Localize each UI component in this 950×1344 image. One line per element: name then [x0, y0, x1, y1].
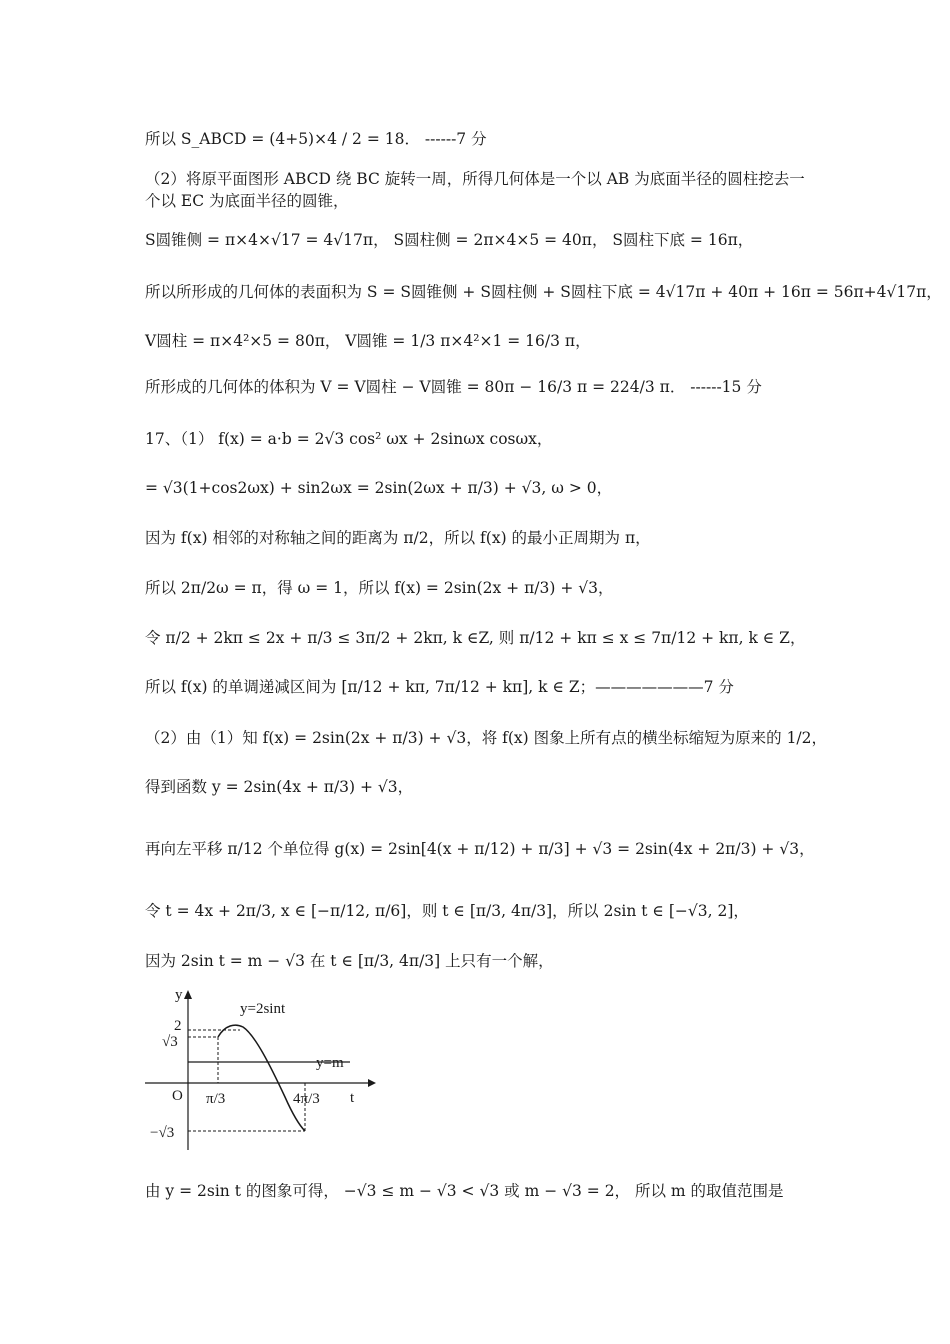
text-line-2: （2）将原平面图形 ABCD 绕 BC 旋转一周，所得几何体是一个以 AB 为底面半径的圆柱挖去一个以 EC 为底面半径的圆锥， — [145, 170, 805, 210]
text-line-5: V圆柱 = π×4²×5 = 80π， V圆锥 = 1/3 π×4²×1 = 16/3 π， — [145, 332, 591, 350]
text-line-13: （2）由（1）知 f(x) = 2sin(2x + π/3) + √3，将 f(x) 图象上所有点的横坐标缩短为原来的 1/2， — [145, 729, 828, 747]
origin-label: O — [172, 1088, 183, 1104]
y-tick-sqrt3: √3 — [162, 1034, 178, 1050]
text-line-7: 17、（1） f(x) = a·b = 2√3 cos² ωx + 2sinωx cosωx， — [145, 430, 553, 448]
text-line-15: 再向左平移 π/12 个单位得 g(x) = 2sin[4(x + π/12) + π/3] + √3 = 2sin(4x + 2π/3) + √3， — [145, 840, 815, 858]
text-line-9: 因为 f(x) 相邻的对称轴之间的距离为 π/2，所以 f(x) 的最小正周期为 π， — [145, 529, 651, 547]
text-line-4: 所以所形成的几何体的表面积为 S = S圆锥侧 + S圆柱侧 + S圆柱下底 = 4√17π + 40π + 16π = 56π+4√17π， — [145, 283, 942, 301]
text-line-8: = √3(1+cos2ωx) + sin2ωx = 2sin(2ωx + π/3) + √3, ω > 0， — [145, 479, 613, 497]
y-axis-label: y — [175, 987, 183, 1003]
text-line-14: 得到函数 y = 2sin(4x + π/3) + √3， — [145, 778, 414, 796]
t-tick-4pi3: 4π/3 — [293, 1091, 320, 1107]
y-tick-2: 2 — [174, 1018, 182, 1034]
line-m-label: y=m — [316, 1055, 344, 1071]
text-line-3: S圆锥侧 = π×4×√17 = 4√17π， S圆柱侧 = 2π×4×5 = 40π， S圆柱下底 = 16π， — [145, 231, 754, 249]
t-axis-arrow — [368, 1079, 376, 1087]
t-tick-pi3: π/3 — [206, 1091, 226, 1107]
text-line-17: 因为 2sin t = m − √3 在 t ∈ [π/3, 4π/3] 上只有一个解， — [145, 952, 554, 970]
text-line-12: 所以 f(x) 的单调递减区间为 [π/12 + kπ, 7π/12 + kπ], k ∈ Z；———————7 分 — [145, 678, 734, 696]
curve-label: y=2sint — [240, 1001, 286, 1017]
text-line-16: 令 t = 4x + 2π/3, x ∈ [−π/12, π/6]，则 t ∈ [π/3, 4π/3]，所以 2sin t ∈ [−√3, 2]， — [145, 902, 749, 920]
sine-curve — [218, 1025, 305, 1131]
text-line-18: 由 y = 2sin t 的图象可得， −√3 ≤ m − √3 < √3 或 m − √3 = 2， 所以 m 的取值范围是 — [145, 1182, 784, 1200]
y-tick-neg-sqrt3: −√3 — [150, 1125, 175, 1141]
text-line-10: 所以 2π/2ω = π，得 ω = 1，所以 f(x) = 2sin(2x + π/3) + √3， — [145, 579, 614, 597]
text-line-1: 所以 S_ABCD = (4+5)×4 / 2 = 18． ------7 分 — [145, 130, 487, 148]
y-axis-arrow — [184, 990, 192, 999]
sine-graph — [140, 985, 380, 1155]
t-axis-label: t — [350, 1090, 355, 1106]
text-line-11: 令 π/2 + 2kπ ≤ 2x + π/3 ≤ 3π/2 + 2kπ, k ∈Z, 则 π/12 + kπ ≤ x ≤ 7π/12 + kπ, k ∈ Z， — [145, 629, 806, 647]
text-line-6: 所形成的几何体的体积为 V = V圆柱 − V圆锥 = 80π − 16/3 π = 224/3 π． ------15 分 — [145, 378, 762, 396]
